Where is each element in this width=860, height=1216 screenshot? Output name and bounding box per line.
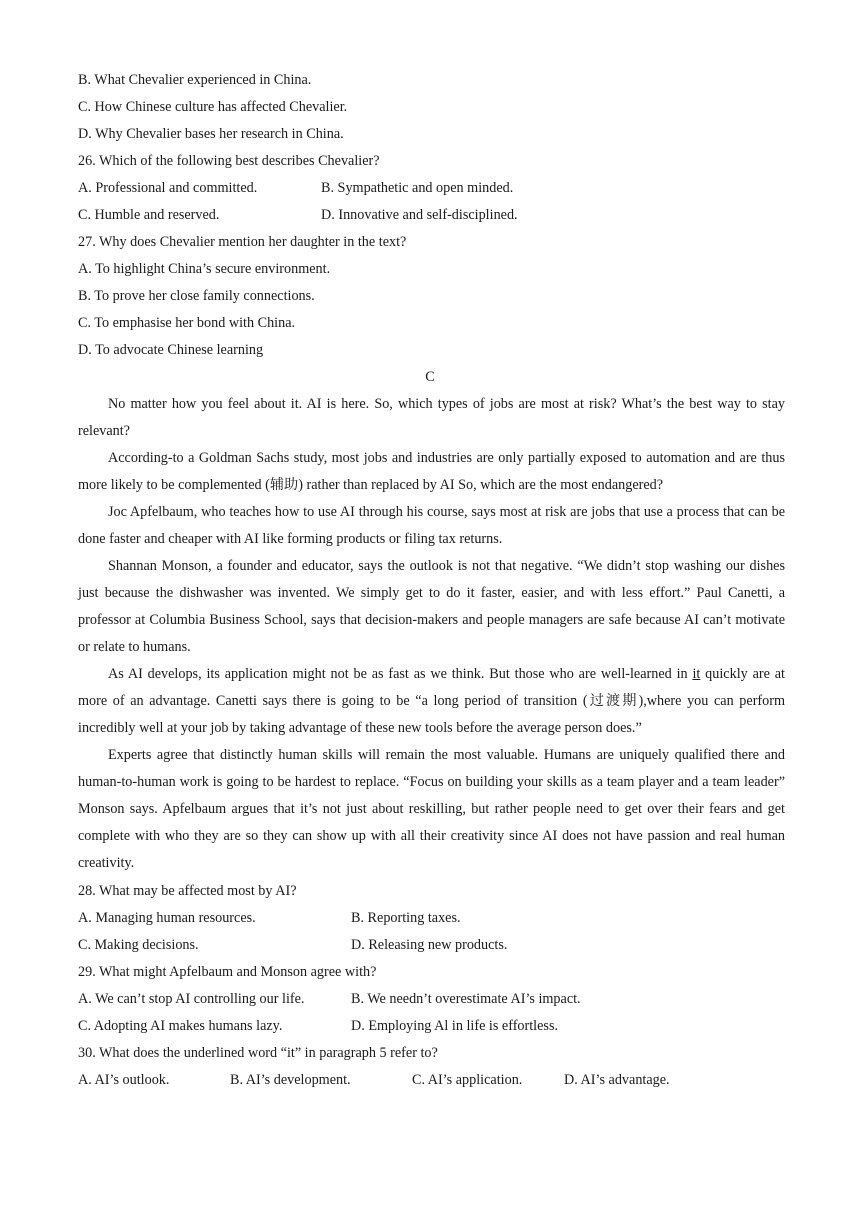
- q26-option-c: C. Humble and reserved.: [78, 207, 220, 223]
- q28-option-b: B. Reporting taxes.: [351, 910, 461, 926]
- q26-option-b: B. Sympathetic and open minded.: [321, 180, 514, 196]
- q29-option-c: C. Adopting AI makes humans lazy.: [78, 1018, 283, 1034]
- q29-option-a: A. We can’t stop AI controlling our life.: [78, 991, 305, 1007]
- q28-option-a: A. Managing human resources.: [78, 910, 256, 926]
- q29-option-d: D. Employing Al in life is effortless.: [351, 1018, 559, 1034]
- q27-option-d: D. To advocate Chinese learning: [78, 342, 264, 358]
- paragraph-5-after-it: quickly are at more of an advantage. Canetti says there is going to be “a long period of transition (过渡期),where you can perform incredibly well at your job by taking advantage of these new tools before the average person does.”: [78, 666, 785, 736]
- q27-option-a: A. To highlight China’s secure environment.: [78, 261, 331, 277]
- q25-option-c: C. How Chinese culture has affected Chevalier.: [78, 99, 348, 115]
- paragraph-5-before-it: As AI develops, its application might not be as fast as we think. But those who are well-learned in: [108, 666, 693, 682]
- underlined-word-it: it: [692, 666, 701, 682]
- q27-option-b: B. To prove her close family connections.: [78, 288, 315, 304]
- paragraph-2: According-to a Goldman Sachs study, most jobs and industries are only partially exposed to automation and are thus more likely to be complemented (辅助) rather than replaced by AI So, which are the most endangered?: [78, 450, 785, 493]
- q28-option-c: C. Making decisions.: [78, 937, 199, 953]
- q28-option-d: D. Releasing new products.: [351, 937, 508, 953]
- q29-option-b: B. We needn’t overestimate AI’s impact.: [351, 991, 581, 1007]
- q27-option-c: C. To emphasise her bond with China.: [78, 315, 296, 331]
- paragraph-1: No matter how you feel about it. AI is here. So, which types of jobs are most at risk? What’s the best way to stay relevant?: [78, 396, 785, 439]
- paragraph-5: [78, 661, 785, 742]
- q26-question: 26. Which of the following best describes Chevalier?: [78, 153, 380, 169]
- q25-option-d: D. Why Chevalier bases her research in China.: [78, 126, 344, 142]
- q29-question: 29. What might Apfelbaum and Monson agree with?: [78, 964, 377, 980]
- q30-question: 30. What does the underlined word “it” in paragraph 5 refer to?: [78, 1045, 438, 1061]
- q30-option-b: B. AI’s development.: [230, 1072, 351, 1088]
- q26-option-d: D. Innovative and self-disciplined.: [321, 207, 518, 223]
- q25-option-b: B. What Chevalier experienced in China.: [78, 72, 312, 88]
- paragraph-6: Experts agree that distinctly human skills will remain the most valuable. Humans are uniquely qualified there and human-to-human work is going to be hardest to replace. “Focus on building your skills as a team player and a team leader” Monson says. Apfelbaum argues that it’s not just about reskilling, but rather people need to get over their fears and get complete with who they are so they can show up with all their creativity since AI does not have passion and real human creativity.: [78, 747, 785, 871]
- paragraph-3: Joc Apfelbaum, who teaches how to use AI through his course, says most at risk are jobs that use a process that can be done faster and cheaper with AI like forming products or filing tax returns.: [78, 504, 785, 547]
- q28-question: 28. What may be affected most by AI?: [78, 883, 297, 899]
- paragraph-4: Shannan Monson, a founder and educator, says the outlook is not that negative. “We didn’t stop washing our dishes just because the dishwasher was invented. We simply get to do it faster, easier, and with less effort.” Paul Canetti, a professor at Columbia Business School, says that decision-makers and people managers are safe because AI can’t motivate or relate to humans.: [78, 558, 785, 655]
- q30-option-d: D. AI’s advantage.: [564, 1072, 670, 1088]
- q26-option-a: A. Professional and committed.: [78, 180, 258, 196]
- section-heading: C: [425, 369, 435, 385]
- q30-option-a: A. AI’s outlook.: [78, 1072, 170, 1088]
- q30-option-c: C. AI’s application.: [412, 1072, 523, 1088]
- q27-question: 27. Why does Chevalier mention her daughter in the text?: [78, 234, 407, 250]
